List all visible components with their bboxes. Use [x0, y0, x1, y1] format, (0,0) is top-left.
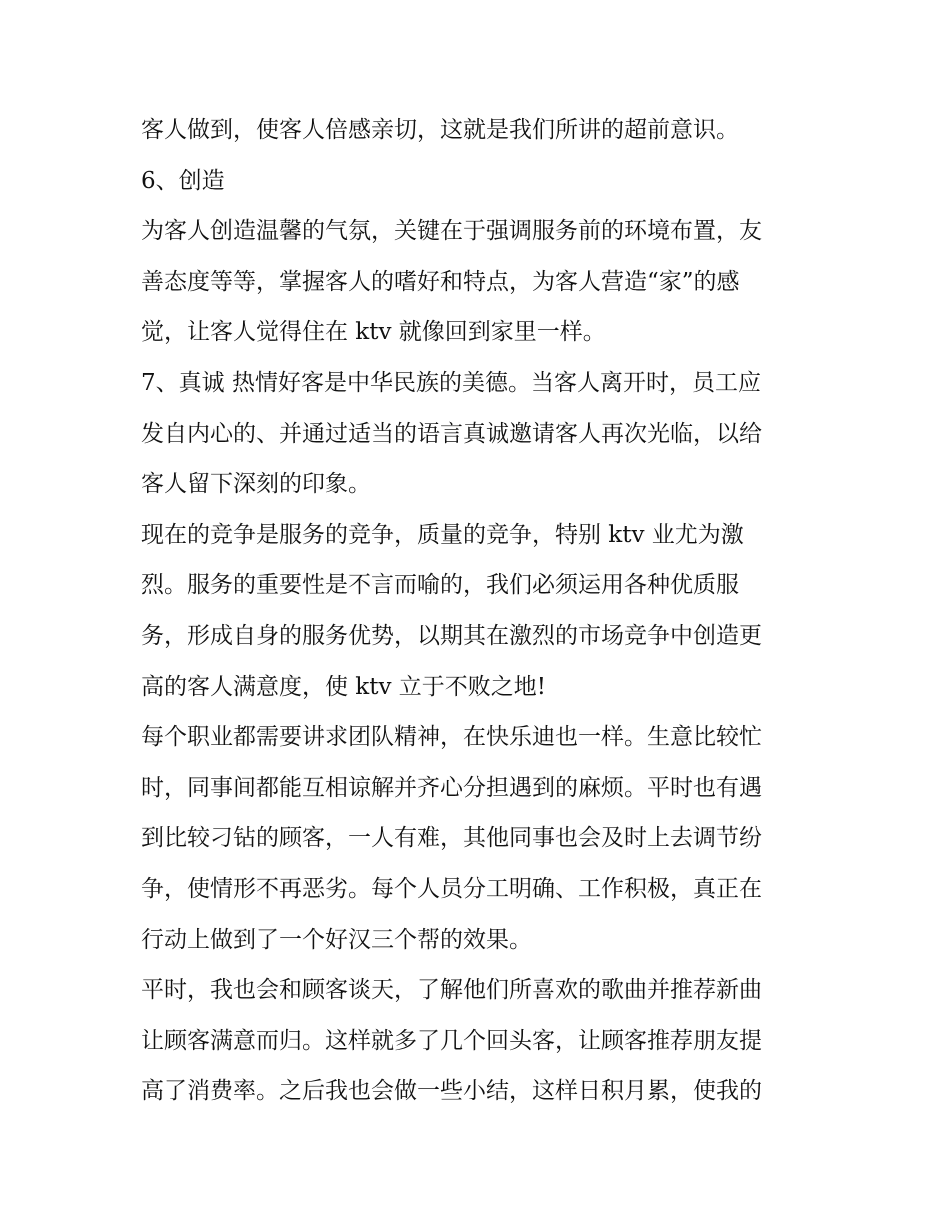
text-line: 高了消费率。之后我也会做一些小结，这样日积月累，使我的 — [141, 1078, 762, 1105]
text-line: 务，形成自身的服务优势，以期其在激烈的市场竞争中创造更 — [141, 622, 762, 649]
text-line: 觉，让客人觉得住在 ktv 就像回到家里一样。 — [141, 319, 606, 346]
text-line: 争，使情形不再恶劣。每个人员分工明确、工作积极，真正在 — [141, 875, 762, 902]
text-line: 客人留下深刻的印象。 — [141, 471, 371, 498]
text-line: 为客人创造温馨的气氛，关键在于强调服务前的环境布置，友 — [141, 218, 762, 245]
text-line: 善态度等等，掌握客人的嗜好和特点，为客人营造“家”的感 — [141, 268, 740, 295]
text-line: 平时，我也会和顾客谈天，了解他们所喜欢的歌曲并推荐新曲 — [141, 977, 762, 1004]
text-line: 发自内心的、并通过适当的语言真诚邀请客人再次光临，以给 — [141, 420, 762, 447]
text-line: 每个职业都需要讲求团队精神，在快乐迪也一样。生意比较忙 — [141, 724, 762, 751]
text-line: 行动上做到了一个好汉三个帮的效果。 — [141, 926, 532, 953]
text-line: 到比较刁钻的顾客，一人有难，其他同事也会及时上去调节纷 — [141, 825, 762, 852]
text-line: 客人做到，使客人倍感亲切，这就是我们所讲的超前意识。 — [141, 117, 739, 143]
text-line: 时，同事间都能互相谅解并齐心分担遇到的麻烦。平时也有遇 — [141, 774, 762, 801]
text-line: 7、真诚 热情好客是中华民族的美德。当客人离开时，员工应 — [141, 369, 761, 396]
text-line: 高的客人满意度，使 ktv 立于不败之地! — [141, 673, 547, 700]
text-line: 现在的竞争是服务的竞争，质量的竞争，特别 ktv 业尤为激 — [141, 521, 744, 548]
text-line: 让顾客满意而归。这样就多了几个回头客，让顾客推荐朋友提 — [141, 1027, 762, 1054]
text-line: 烈。服务的重要性是不言而喻的，我们必须运用各种优质服 — [141, 572, 739, 599]
document-body — [141, 105, 821, 1117]
section-heading-6: 6、创造 — [141, 167, 225, 194]
